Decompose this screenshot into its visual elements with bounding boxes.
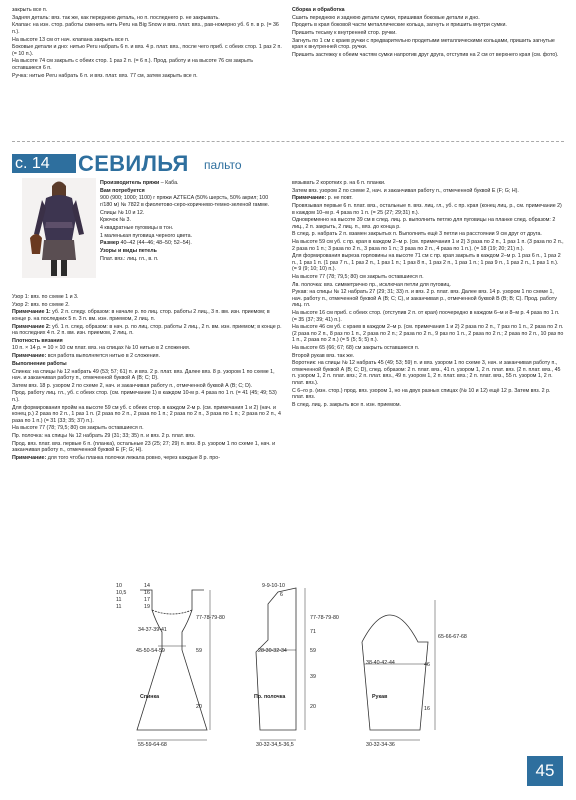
instruction-paragraph-text: р. не повт. bbox=[326, 195, 353, 202]
pattern-schematics bbox=[100, 580, 500, 755]
assembly-paragraph: Пришить тесьму к внутренней стор. ручки. bbox=[292, 30, 397, 37]
materials-block bbox=[100, 180, 276, 263]
instruction-paragraph bbox=[292, 310, 564, 323]
instruction-paragraph bbox=[12, 324, 282, 337]
front-height-neck: 71 bbox=[310, 629, 316, 635]
instruction-paragraph-text: для того чтобы планка полочки лежала ровно, через каждые 8 р. про- bbox=[46, 454, 220, 461]
pattern-type: пальто bbox=[204, 158, 242, 172]
instruction-paragraph-text: На высоте 65 (66; 67; 68) см закрыть оставшиеся п. bbox=[292, 344, 420, 351]
instruction-paragraph-text: В след. р. набрать 2 п. взамен закрытых п. Выполнить ещё 3 петли на расстоянии 9 см друг от друга. bbox=[292, 231, 542, 238]
instruction-paragraph-text: Прод. вяз. плат. вяз. первые 6 п. (планка), остальные 23 (25; 27; 29) п. вяз. 8 р. узором 1 по схеме 1, нач. и заканчивая работу п., отмеченной буквой Е (F; G; H). bbox=[12, 440, 276, 454]
materials-line-label: Вам потребуется bbox=[100, 187, 145, 194]
materials-line-text: 40–42 (44–46; 48–50; 52–54). bbox=[119, 240, 192, 247]
instruction-paragraph-text: 10 п. × 14 р. = 10 × 10 см плат. вяз. на спицах № 10 нитью в 2 сложения. bbox=[12, 345, 191, 352]
instruction-paragraph bbox=[12, 441, 282, 454]
back-left-num-1: 10 bbox=[116, 583, 122, 589]
instruction-paragraph bbox=[292, 345, 564, 352]
instruction-paragraph bbox=[12, 390, 282, 403]
back-left-num-4: 11 bbox=[116, 604, 122, 610]
front-label: Пр. полочка bbox=[254, 694, 286, 700]
sleeve-height-total: 65-66-67-68 bbox=[438, 634, 467, 640]
materials-line-text: 1 маленькая пуговица черного цвета. bbox=[100, 232, 193, 239]
sleeve-height-lower: 16 bbox=[424, 706, 430, 712]
instruction-paragraph bbox=[292, 402, 564, 409]
back-top-width: 34-37-39-41 bbox=[138, 627, 167, 633]
instruction-paragraph-text: Одновременно на высоте 39 см в след. лиц. р. выполнить петлю для пуговицы на планке след. образом: 2 лиц., 2 п. закрыть, 2 лиц. п., вяз. до конца р. bbox=[292, 217, 556, 230]
materials-line-label: Производитель пряжи bbox=[100, 180, 160, 186]
top-left-paragraph: На высоте 13 см от нач. клапана закрыть все п. bbox=[12, 36, 130, 43]
materials-line bbox=[100, 240, 276, 247]
instruction-paragraph-text: На высоте 16 см приб. с обеих стор. (отступив 2 п. от края) поочередно в каждом 6–м и 8–м р. 4 раза по 1 п. (= 35 (37; 39; 41) п.). bbox=[292, 310, 560, 323]
instruction-paragraph bbox=[12, 455, 282, 462]
instruction-paragraph bbox=[292, 195, 564, 202]
instruction-paragraph bbox=[12, 345, 282, 352]
instruction-paragraph bbox=[292, 231, 564, 238]
assembly-paragraph: Сшить переднюю и заднюю детали сумки, пришивая боковые детали и дно. bbox=[292, 14, 480, 21]
instruction-paragraph-text: Прод. работу лиц. гл., уб. с обеих стор. (см. примечание 1) в каждом 10-м р. 4 раза по 1 п. (= 41 (45; 49; 53) п.). bbox=[12, 390, 277, 403]
instruction-paragraph-text: вся работа выполняется нитью в 2 сложения. bbox=[46, 353, 160, 360]
front-mid-width: 28-30-32-34 bbox=[258, 648, 287, 654]
instruction-paragraph bbox=[292, 282, 564, 289]
instruction-paragraph-text: Узор 2: вяз. по схеме 2. bbox=[12, 301, 70, 308]
instruction-paragraph-label: Примечание: bbox=[12, 353, 47, 360]
instruction-paragraph-text: Затем вяз. узором 2 по схеме 2, нач. и заканчивая работу п., отмеченной буквой Е (F; G; H). bbox=[292, 187, 519, 194]
back-label: Спинка bbox=[140, 694, 160, 700]
front-height-armhole: 59 bbox=[310, 648, 316, 654]
instruction-paragraph-text: На высоте 59 см уб. с пр. края в каждом 2–м р. (см. примечания 1 и 2) 3 раза по 2 п., 1 раз 1 п. (3 раза по 2 п., 2 раза по 1 п.; 3 раза по 2 п., 3 раза по 1 п.; 3 раза по 2 п., 4 раза по 1 п.). (= 18 (19; 20; 21) п.). bbox=[292, 239, 564, 252]
sleeve-bottom-width: 30-32-34-36 bbox=[366, 742, 395, 748]
materials-line-text: 4 квадратные пуговицы в тон. bbox=[100, 224, 174, 231]
top-left-paragraph: Задняя деталь: вяз. так же, как переднюю деталь, но п. последнего р. не закрывать. bbox=[12, 14, 220, 21]
back-bottom-width: 55-59-64-68 bbox=[138, 742, 167, 748]
front-bottom-width: 30-32-34,5-36,5 bbox=[256, 742, 294, 748]
instruction-paragraph-text: Второй рукав вяз. так же. bbox=[292, 352, 355, 359]
back-left-num-2: 10,5 bbox=[116, 590, 127, 596]
top-left-paragraph: закрыть все п. bbox=[12, 7, 48, 13]
instruction-paragraph bbox=[292, 388, 564, 401]
instruction-paragraph-label: Примечание 1: bbox=[12, 309, 51, 316]
materials-line bbox=[100, 248, 276, 255]
back-right-num-2: 16 bbox=[144, 590, 150, 596]
instruction-paragraph-text: На высоте 46 см уб. с краев в каждом 2–м р. (см. примечания 1 и 2) 2 раза по 2 п., 7 раз по 1 п., 2 раза по 2 п. (2 раза по 2 п., 8 раз по 1 п., 2 раза по 2 п.; 2 раза по 2 п., 9 раз по 1 п., 2 раза по 2 п.; 2 раза по 2 п., 10 раз по 1 п., 2 раза по 2 п.) (= 5 (5; 5; 5) п.). bbox=[292, 324, 564, 344]
instruction-paragraph bbox=[12, 369, 282, 382]
instructions-right bbox=[292, 180, 564, 409]
sleeve-label: Рукав bbox=[372, 694, 388, 700]
top-left-paragraph: Ручка: нитью Peru набрать 6 п. и вяз. плат. вяз. 77 см, затем закрыть все п. bbox=[12, 72, 198, 79]
front-top-num-1: 9-9-10-10 bbox=[262, 583, 285, 589]
materials-line-text: Крючок № 3. bbox=[100, 217, 131, 224]
instruction-paragraph-text: Воротник: на спицы № 12 набрать 45 (49; 53; 59) п. и вяз. узором 1 по схеме 3, нач. и заканчивая работу п., отмеченной буквой А (В; С; D), след. образом: 2 п. плат. вяз., 41 п. узором 1, 2 п. плат. вяз. (2 п. плат. вяз., 45 п. узором 1, 2 п. плат. вяз.; 2 п. плат. вяз., 49 п. узором 1, 2 п. плат. вяз.; 2 п. плат. вяз., 55 п. узором 1, 2 п. плат. вяз.). bbox=[292, 360, 561, 386]
back-height-armhole: 59 bbox=[196, 648, 202, 654]
instruction-paragraph bbox=[292, 274, 564, 281]
page-number: 45 bbox=[527, 756, 563, 786]
instruction-paragraph bbox=[12, 338, 282, 345]
back-right-num-1: 14 bbox=[144, 583, 150, 589]
instruction-paragraph-text: На высоте 77 (78; 79,5; 80) см закрыть оставшиеся п. bbox=[292, 274, 424, 280]
materials-line-text: – Каба. bbox=[159, 180, 179, 186]
instruction-paragraph-text: Пр. полочка: на спицы № 12 набрать 29 (31; 33; 35) п. и вяз. 2 р. плат. вяз. bbox=[12, 432, 196, 439]
instruction-paragraph-text: В след. лиц. р. закрыть все п. изн. приемом. bbox=[292, 401, 401, 408]
instruction-paragraph bbox=[12, 302, 282, 309]
materials-line bbox=[100, 195, 276, 208]
instruction-paragraph-text: Провязывая первые 6 п. плат. вяз., остальные п. вяз. лиц. гл., уб. с пр. края (конец лиц. р., см. примечание 2) в каждом 10–м р. 4 раза по 1 п. (= 25 (27; 29;31) п.). bbox=[292, 203, 562, 216]
instruction-paragraph-label: Выполнение работы bbox=[12, 360, 67, 367]
instruction-paragraph bbox=[292, 188, 564, 195]
instruction-paragraph bbox=[292, 239, 564, 252]
instruction-paragraph bbox=[292, 324, 564, 344]
materials-line-text: Плат. вяз.: лиц. гл., в. п. bbox=[100, 255, 159, 262]
instruction-paragraph bbox=[12, 294, 282, 301]
instruction-paragraph bbox=[12, 405, 282, 425]
instruction-paragraph-text: уб. 2 п. следу. образом: в начале р. по лиц. стор. работы 2 лиц., 3 п. вм. изн. приемом; в конце р. на последних 5 п. 3 п. вм. изн. приемом, 2 лиц. п. bbox=[12, 309, 270, 322]
instruction-paragraph-label: Примечание: bbox=[12, 454, 47, 461]
top-left-column bbox=[12, 7, 282, 80]
assembly-heading: Сборка и обработка bbox=[292, 7, 345, 13]
instruction-paragraph bbox=[292, 217, 564, 230]
instruction-paragraph-text: На высоте 77 (78; 79,5; 80) см закрыть оставшиеся п. bbox=[12, 425, 144, 432]
top-left-paragraph: На высоте 74 см закрыть с обеих стор. 1 раз 2 п. (= 6 п.). Прод. работу и на высоте 76 см закрыть оставшиеся 6 п. bbox=[12, 58, 253, 71]
top-left-paragraph: Клапан: на изн. стор. работы сменить нить Peru на Big Snow и вяз. плат. вяз., рав-номерно уб. 6 п. в р. (= 36 п.). bbox=[12, 22, 279, 35]
materials-line bbox=[100, 256, 276, 263]
back-height-lower: 20 bbox=[196, 704, 202, 710]
instruction-paragraph bbox=[12, 361, 282, 368]
assembly-paragraph: Пришить застежку к обеим частям сумки напротив друг друга, отступив на 2 см от верхнего края (см. фото). bbox=[292, 51, 559, 58]
sleeve-height-cap: 46 bbox=[424, 662, 430, 668]
materials-line bbox=[100, 225, 276, 232]
instruction-paragraph bbox=[292, 253, 564, 273]
instruction-paragraph bbox=[292, 203, 564, 216]
instruction-paragraph bbox=[12, 425, 282, 432]
instruction-paragraph-text: вязывать 2 коротких р. на 6 п. планки. bbox=[292, 180, 386, 186]
sleeve-mid-width: 38-40-42-44 bbox=[366, 660, 395, 666]
front-top-num-2: 6 bbox=[280, 592, 283, 598]
materials-line-label: Размер bbox=[100, 240, 120, 247]
back-height-total: 77-78-79-80 bbox=[196, 615, 225, 621]
materials-line bbox=[100, 210, 276, 217]
top-right-column bbox=[292, 7, 564, 60]
pattern-title bbox=[12, 152, 312, 174]
assembly-paragraph: Продеть в края боковой части металлические кольца, загнуть и пришить внутри сумки. bbox=[292, 22, 507, 29]
materials-line bbox=[100, 217, 276, 224]
front-height-button: 39 bbox=[310, 674, 316, 680]
instruction-paragraph-label: Примечание: bbox=[292, 195, 327, 202]
top-left-paragraph: Боковые детали и дно: нитью Peru набрать 6 п. и вяз. 4 р. плат. вяз., после чего приб. с обеих стор. 1 раз 2 п. (= 10 п.). bbox=[12, 44, 282, 57]
materials-line bbox=[100, 180, 276, 187]
instruction-paragraph-text: Рукав: на спицы № 12 набрать 27 (29; 31; 33) п. и вяз. 2 р. плат. вяз. Далее вяз. 14 р. узором 1 по схеме 1, нач. работу п., отмеченной буквой А (В; С; С), и заканчивая р., отмеченной буквой В (В; В; С). Прод. работу лиц. гл. bbox=[292, 289, 557, 309]
instruction-paragraph-text: Узор 1: вяз. по схеме 1 и 3. bbox=[12, 294, 79, 300]
back-mid-width: 45-50-54-59 bbox=[136, 648, 165, 654]
pattern-name: СЕВИЛЬЯ bbox=[78, 151, 189, 176]
front-height-lower: 20 bbox=[310, 704, 316, 710]
back-right-num-3: 17 bbox=[144, 597, 150, 603]
materials-line bbox=[100, 233, 276, 240]
materials-line-text: 900 (900; 1000; 1100) г пряжи AZTECA (50% шерсть, 50% акрил; 100 г/180 м) № 7822 в фиолетово-серо-коричнево-темно-зеленой гамме. bbox=[100, 195, 270, 208]
instruction-paragraph-text: С 6–го р. (изн. стор.) прод. вяз. узором 1, но на двух разных спицах (№ 10 и 12) ещё 12 р. Затем вяз. 2 р. плат. вяз. bbox=[292, 387, 551, 400]
instruction-paragraph bbox=[12, 309, 282, 322]
back-right-num-4: 19 bbox=[144, 604, 150, 610]
front-height-total: 77-78-79-80 bbox=[310, 615, 339, 621]
instruction-paragraph-text: Спинка: на спицы № 12 набрать 49 (53; 57; 61) п. и вяз. 2 р. плат. вяз. Далее вяз. 8 р. узором 1 по схеме 1, нач. и заканчивая работу п., отмеченной буквой А (В; С; D). bbox=[12, 368, 275, 381]
instruction-paragraph bbox=[292, 180, 564, 187]
instruction-paragraph bbox=[292, 360, 564, 386]
assembly-paragraph: Загнуть по 1 см с краев ручки с предварительно продетыми металлическими кольцами, пришить загнутые края к внутренней стор. ручки. bbox=[292, 37, 555, 51]
materials-line bbox=[100, 188, 276, 195]
materials-line-text: Спицы № 10 и 12. bbox=[100, 209, 145, 216]
instruction-paragraph-text: Для формирования выреза горловины на высоте 71 см с пр. края закрыть в каждом 2–м р. 1 раз 6 п., 1 раз 2 п., 1 раз 1 п. (1 раз 7 п., 1 раз 2 п., 1 раз 1 п.; 1 раз 8 п., 1 раз 2 п., 1 раз 1 п.; 1 раз 9 п., 1 раз 2 п., 1 раз 1 п.). (= 9 (9; 10; 10) п.). bbox=[292, 253, 561, 273]
instruction-paragraph-text: уб. 1 п. след. образом: в нач. р. по лиц. стор. работы 2 лиц., 2 п. вм. изн. приемом; в конце р. на последних 4 п. 2 п. вм. изн. приемом, 2 лиц. п. bbox=[12, 323, 282, 337]
instruction-paragraph-text: Затем вяз. 18 р. узором 2 по схеме 2, нач. и заканчивая работу п., отмеченной буквой А (В; С; D). bbox=[12, 382, 253, 389]
instruction-paragraph-text: Для формирования пройм на высоте 59 см уб. с обеих стор. в каждом 2-м р. (см. примечания 1 и 2) (нач. и конец р.) 2 раза по 2 п., 1 раз 1 п. (2 раза по 2 п., 2 раза по 1 п.; 2 раза по 2 п., 3 раза по 1 п.; 2 раза по 2 п., 4 раза по 1 п.) (= 31 (33; 35; 37) п.). bbox=[12, 404, 281, 424]
instruction-paragraph-label: Плотность вязания bbox=[12, 337, 63, 344]
back-left-num-3: 11 bbox=[116, 597, 122, 603]
instruction-paragraph bbox=[12, 383, 282, 390]
page-ref-badge: с. 14 bbox=[12, 154, 76, 173]
instruction-paragraph-text: Лв. полочка: вяз. симметрично пр., исключая петли для пуговиц. bbox=[292, 281, 451, 288]
instruction-paragraph bbox=[12, 353, 282, 360]
section-divider bbox=[12, 141, 564, 142]
coat-photo bbox=[22, 178, 96, 278]
instruction-paragraph bbox=[12, 433, 282, 440]
instruction-paragraph bbox=[292, 353, 564, 360]
instruction-paragraph bbox=[292, 289, 564, 309]
instruction-paragraph-label: Примечание 2: bbox=[12, 323, 51, 330]
materials-line-label: Узоры и виды петель bbox=[100, 248, 157, 254]
instructions-left bbox=[12, 294, 282, 463]
